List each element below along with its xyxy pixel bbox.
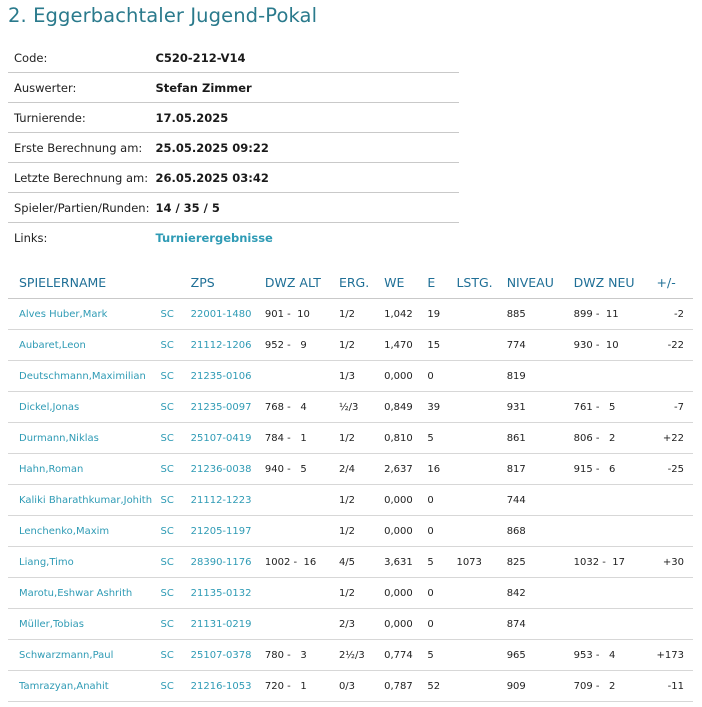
- result-value: 4/5: [339, 547, 384, 578]
- club-link[interactable]: SC: [161, 454, 191, 485]
- difference-value: +173: [657, 640, 693, 671]
- coefficient-value: 0: [427, 578, 456, 609]
- performance-value: [456, 516, 506, 547]
- zps-link[interactable]: 21236-0038: [191, 454, 265, 485]
- difference-value: -11: [657, 671, 693, 702]
- level-value: 825: [507, 547, 574, 578]
- coefficient-value: 15: [427, 330, 456, 361]
- expected-score-value: 0,000: [384, 609, 427, 640]
- difference-value: -22: [657, 330, 693, 361]
- club-link[interactable]: SC: [161, 423, 191, 454]
- club-link[interactable]: SC: [161, 392, 191, 423]
- performance-value: [456, 299, 506, 330]
- dwz-new-value: 761 - 5: [574, 392, 657, 423]
- level-value: 817: [507, 454, 574, 485]
- dwz-old-value: [265, 609, 339, 640]
- performance-value: [456, 361, 506, 392]
- expected-score-value: 0,000: [384, 485, 427, 516]
- difference-value: [657, 578, 693, 609]
- expected-score-value: 0,000: [384, 578, 427, 609]
- dwz-new-value: 899 - 11: [574, 299, 657, 330]
- performance-value: [456, 392, 506, 423]
- dwz-old-value: 940 - 5: [265, 454, 339, 485]
- coefficient-value: 5: [427, 423, 456, 454]
- dwz-old-value: 768 - 4: [265, 392, 339, 423]
- expected-score-value: 1,470: [384, 330, 427, 361]
- performance-value: [456, 423, 506, 454]
- coefficient-value: 39: [427, 392, 456, 423]
- level-value: 774: [507, 330, 574, 361]
- dwz-old-value: [265, 361, 339, 392]
- table-row: [8, 609, 693, 640]
- info-row-code: [8, 43, 459, 73]
- table-row: [8, 640, 693, 671]
- expected-score-value: 2,637: [384, 454, 427, 485]
- dwz-old-value: 784 - 1: [265, 423, 339, 454]
- expected-score-value: 0,787: [384, 671, 427, 702]
- player-name-link[interactable]: Hahn,Roman: [8, 454, 161, 485]
- zps-link[interactable]: 28390-1176: [191, 547, 265, 578]
- zps-link[interactable]: 25107-0378: [191, 640, 265, 671]
- zps-link[interactable]: 21205-1197: [191, 516, 265, 547]
- header-result[interactable]: ERG.: [339, 266, 384, 299]
- dwz-old-value: 720 - 1: [265, 671, 339, 702]
- result-value: 1/2: [339, 485, 384, 516]
- dwz-new-value: 806 - 2: [574, 423, 657, 454]
- zps-link[interactable]: 21112-1223: [191, 485, 265, 516]
- result-value: 1/2: [339, 578, 384, 609]
- info-row-evaluator: [8, 73, 459, 103]
- info-label: Erste Berechnung am:: [8, 133, 149, 163]
- expected-score-value: 0,774: [384, 640, 427, 671]
- dwz-new-value: 1032 - 17: [574, 547, 657, 578]
- zps-link[interactable]: 22001-1480: [191, 299, 265, 330]
- dwz-old-value: 1002 - 16: [265, 547, 339, 578]
- performance-value: [456, 485, 506, 516]
- player-name-link[interactable]: Alves Huber,Mark: [8, 299, 161, 330]
- expected-score-value: 0,849: [384, 392, 427, 423]
- difference-value: [657, 516, 693, 547]
- dwz-new-value: 930 - 10: [574, 330, 657, 361]
- club-link[interactable]: SC: [161, 330, 191, 361]
- club-link[interactable]: SC: [161, 299, 191, 330]
- header-club: [161, 266, 191, 299]
- difference-value: [657, 609, 693, 640]
- expected-score-value: 3,631: [384, 547, 427, 578]
- header-dwz-old[interactable]: DWZ ALT: [265, 266, 339, 299]
- coefficient-value: 0: [427, 361, 456, 392]
- player-name-link[interactable]: Müller,Tobias: [8, 609, 161, 640]
- coefficient-value: 0: [427, 609, 456, 640]
- player-name-link[interactable]: Tamrazyan,Anahit: [8, 671, 161, 702]
- zps-link[interactable]: 21131-0219: [191, 609, 265, 640]
- performance-value: [456, 578, 506, 609]
- result-value: 2/3: [339, 609, 384, 640]
- header-level[interactable]: NIVEAU: [507, 266, 574, 299]
- result-value: 1/2: [339, 299, 384, 330]
- level-value: 965: [507, 640, 574, 671]
- dwz-old-value: [265, 485, 339, 516]
- coefficient-value: 5: [427, 547, 456, 578]
- dwz-old-value: 952 - 9: [265, 330, 339, 361]
- player-name-link[interactable]: Marotu,Eshwar Ashrith: [8, 578, 161, 609]
- tournament-results-link[interactable]: Turnierergebnisse: [155, 230, 273, 245]
- result-value: ½/3: [339, 392, 384, 423]
- club-link[interactable]: SC: [161, 671, 191, 702]
- coefficient-value: 52: [427, 671, 456, 702]
- club-link[interactable]: SC: [161, 361, 191, 392]
- level-value: 868: [507, 516, 574, 547]
- dwz-new-value: [574, 361, 657, 392]
- level-value: 909: [507, 671, 574, 702]
- results-body: [8, 299, 693, 702]
- performance-value: [456, 454, 506, 485]
- info-value: C520-212-V14: [149, 43, 459, 73]
- table-row: [8, 299, 693, 330]
- difference-value: -2: [657, 299, 693, 330]
- info-value: 14 / 35 / 5: [149, 193, 459, 223]
- dwz-old-value: [265, 516, 339, 547]
- player-name-link[interactable]: Schwarzmann,Paul: [8, 640, 161, 671]
- player-name-link[interactable]: Deutschmann,Maximilian: [8, 361, 161, 392]
- coefficient-value: 0: [427, 485, 456, 516]
- results-header-row: [8, 266, 693, 299]
- result-value: 0/3: [339, 671, 384, 702]
- performance-value: 1073: [456, 547, 506, 578]
- player-name-link[interactable]: Lenchenko,Maxim: [8, 516, 161, 547]
- zps-link[interactable]: 25107-0419: [191, 423, 265, 454]
- info-value: 25.05.2025 09:22: [149, 133, 459, 163]
- expected-score-value: 0,000: [384, 361, 427, 392]
- dwz-old-value: 901 - 10: [265, 299, 339, 330]
- header-dwz-new[interactable]: DWZ NEU: [574, 266, 657, 299]
- player-name-link[interactable]: Kaliki Bharathkumar,Johith: [8, 485, 161, 516]
- club-link[interactable]: SC: [161, 516, 191, 547]
- info-row-links: [8, 223, 459, 253]
- zps-link[interactable]: 21235-0106: [191, 361, 265, 392]
- result-value: 1/2: [339, 516, 384, 547]
- level-value: 819: [507, 361, 574, 392]
- performance-value: [456, 640, 506, 671]
- info-value: Stefan Zimmer: [149, 73, 459, 103]
- difference-value: [657, 485, 693, 516]
- club-link[interactable]: SC: [161, 609, 191, 640]
- info-label: Code:: [8, 43, 149, 73]
- difference-value: [657, 361, 693, 392]
- info-label: Auswerter:: [8, 73, 149, 103]
- coefficient-value: 19: [427, 299, 456, 330]
- info-row-players-games-rounds: [8, 193, 459, 223]
- difference-value: -25: [657, 454, 693, 485]
- performance-value: [456, 671, 506, 702]
- club-link[interactable]: SC: [161, 578, 191, 609]
- info-label: Turnierende:: [8, 103, 149, 133]
- club-link[interactable]: SC: [161, 485, 191, 516]
- result-value: 2/4: [339, 454, 384, 485]
- level-value: 861: [507, 423, 574, 454]
- info-row-last-calculation: [8, 163, 459, 193]
- level-value: 842: [507, 578, 574, 609]
- dwz-new-value: [574, 516, 657, 547]
- level-value: 874: [507, 609, 574, 640]
- header-performance[interactable]: LSTG.: [456, 266, 506, 299]
- zps-link[interactable]: 21112-1206: [191, 330, 265, 361]
- table-row: [8, 454, 693, 485]
- club-link[interactable]: SC: [161, 547, 191, 578]
- info-row-first-calculation: [8, 133, 459, 163]
- dwz-new-value: 915 - 6: [574, 454, 657, 485]
- coefficient-value: 16: [427, 454, 456, 485]
- header-expected-score[interactable]: WE: [384, 266, 427, 299]
- result-value: 2½/3: [339, 640, 384, 671]
- result-value: 1/2: [339, 330, 384, 361]
- info-value: 26.05.2025 03:42: [149, 163, 459, 193]
- tournament-info-table: [8, 43, 459, 252]
- player-name-link[interactable]: Aubaret,Leon: [8, 330, 161, 361]
- difference-value: +22: [657, 423, 693, 454]
- table-row: [8, 547, 693, 578]
- difference-value: -7: [657, 392, 693, 423]
- player-name-link[interactable]: Dickel,Jonas: [8, 392, 161, 423]
- info-label: Letzte Berechnung am:: [8, 163, 149, 193]
- player-name-link[interactable]: Liang,Timo: [8, 547, 161, 578]
- results-table: [8, 266, 693, 702]
- table-row: [8, 330, 693, 361]
- dwz-new-value: [574, 609, 657, 640]
- table-row: [8, 423, 693, 454]
- table-row: [8, 516, 693, 547]
- info-row-tournament-end: [8, 103, 459, 133]
- club-link[interactable]: SC: [161, 640, 191, 671]
- table-row: [8, 392, 693, 423]
- dwz-old-value: 780 - 3: [265, 640, 339, 671]
- header-player-name[interactable]: SPIELERNAME: [8, 266, 161, 299]
- player-name-link[interactable]: Durmann,Niklas: [8, 423, 161, 454]
- dwz-new-value: 709 - 2: [574, 671, 657, 702]
- result-value: 1/2: [339, 423, 384, 454]
- result-value: 1/3: [339, 361, 384, 392]
- expected-score-value: 0,810: [384, 423, 427, 454]
- coefficient-value: 5: [427, 640, 456, 671]
- level-value: 931: [507, 392, 574, 423]
- difference-value: +30: [657, 547, 693, 578]
- level-value: 744: [507, 485, 574, 516]
- table-row: [8, 361, 693, 392]
- dwz-new-value: [574, 485, 657, 516]
- dwz-new-value: [574, 578, 657, 609]
- table-row: [8, 485, 693, 516]
- zps-link[interactable]: 21135-0132: [191, 578, 265, 609]
- info-label: Links:: [14, 230, 48, 245]
- table-row: [8, 671, 693, 702]
- dwz-old-value: [265, 578, 339, 609]
- info-value: 17.05.2025: [149, 103, 459, 133]
- header-difference[interactable]: +/-: [657, 266, 693, 299]
- header-development-coefficient[interactable]: E: [427, 266, 456, 299]
- zps-link[interactable]: 21216-1053: [191, 671, 265, 702]
- performance-value: [456, 609, 506, 640]
- table-row: [8, 578, 693, 609]
- expected-score-value: 0,000: [384, 516, 427, 547]
- coefficient-value: 0: [427, 516, 456, 547]
- level-value: 885: [507, 299, 574, 330]
- dwz-new-value: 953 - 4: [574, 640, 657, 671]
- expected-score-value: 1,042: [384, 299, 427, 330]
- zps-link[interactable]: 21235-0097: [191, 392, 265, 423]
- page-title: 2. Eggerbachtaler Jugend-Pokal: [8, 4, 318, 27]
- header-zps[interactable]: ZPS: [191, 266, 265, 299]
- performance-value: [456, 330, 506, 361]
- info-label: Spieler/Partien/Runden:: [8, 193, 149, 223]
